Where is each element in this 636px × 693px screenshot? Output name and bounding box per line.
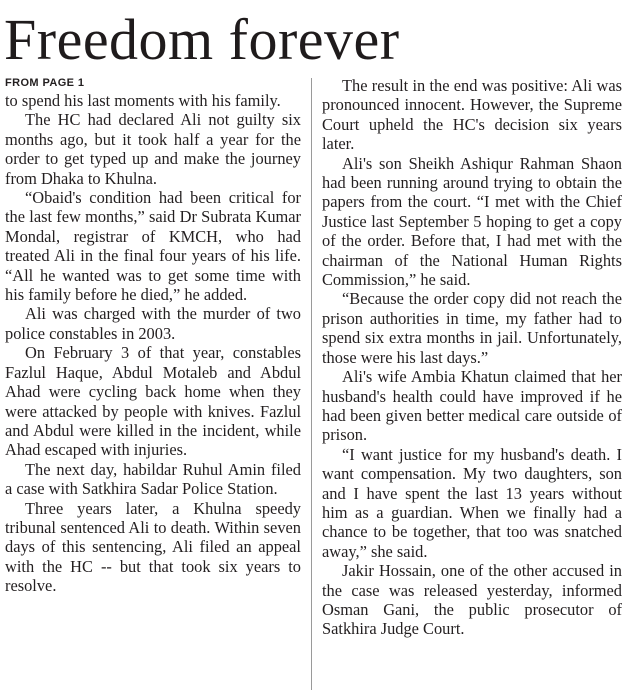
paragraph: Jakir Hossain, one of the other accused in the case was released yesterday, informed Osman Gani, the public prosecutor of Satkhira Judge Court. [322,561,622,639]
paragraph: Ali's son Sheikh Ashiqur Rahman Shaon had been running around trying to obtain the papers from the court. “I met with the Chief Justice last September 5 hoping to get a copy of the order. Before that, I had met with the chairman of the National Human Rights Commission,” he said. [322,153,622,290]
paragraph: Ali was charged with the murder of two police constables in 2003. [5,304,301,343]
paragraph: Ali's wife Ambia Khatun claimed that her husband's health could have improved if he had been given better medical care outside of prison. [322,367,622,445]
paragraph: to spend his last moments with his family. [5,91,281,110]
headline: Freedom forever [4,7,400,72]
paragraph: The result in the end was positive: Ali was pronounced innocent. However, the Supreme Court upheld the HC's decision six years later. [322,76,622,154]
paragraph: “Because the order copy did not reach the prison authorities in time, my father had to spend six extra months in jail. Unfortunately, those were his last days.” [322,289,622,367]
paragraph: “Obaid's condition had been critical for the last few months,” said Dr Subrata Kumar Mondal, registrar of KMCH, who had treated Ali in the final four years of his life. “All he wanted was to get some time with his family before he died,” he added. [5,188,301,305]
article-column-right [322,76,622,639]
jump-label: FROM PAGE 1 [5,77,85,89]
article-column-left [5,76,301,596]
paragraph: Three years later, a Khulna speedy tribunal sentenced Ali to death. Within seven days of this sentencing, Ali filed an appeal with the HC -- but that took six years to resolve. [5,498,301,596]
column-divider [311,78,312,690]
paragraph: “I want justice for my husband's death. I want compensation. My two daughters, son and I have spent the last 13 years without him as a guardian. When we finally had a chance to be together, that too was snatched away,” she said. [322,444,622,561]
paragraph: On February 3 of that year, constables Fazlul Haque, Abdul Motaleb and Abdul Ahad were cycling back home when they were attacked by people with knives. Fazlul and Abdul were killed in the incident, while Ahad escaped with injuries. [5,343,301,460]
paragraph: The next day, habildar Ruhul Amin filed a case with Satkhira Sadar Police Station. [5,459,301,499]
paragraph: The HC had declared Ali not guilty six months ago, but it took half a year for the order to get typed up and make the journey from Dhaka to Khulna. [5,110,301,188]
